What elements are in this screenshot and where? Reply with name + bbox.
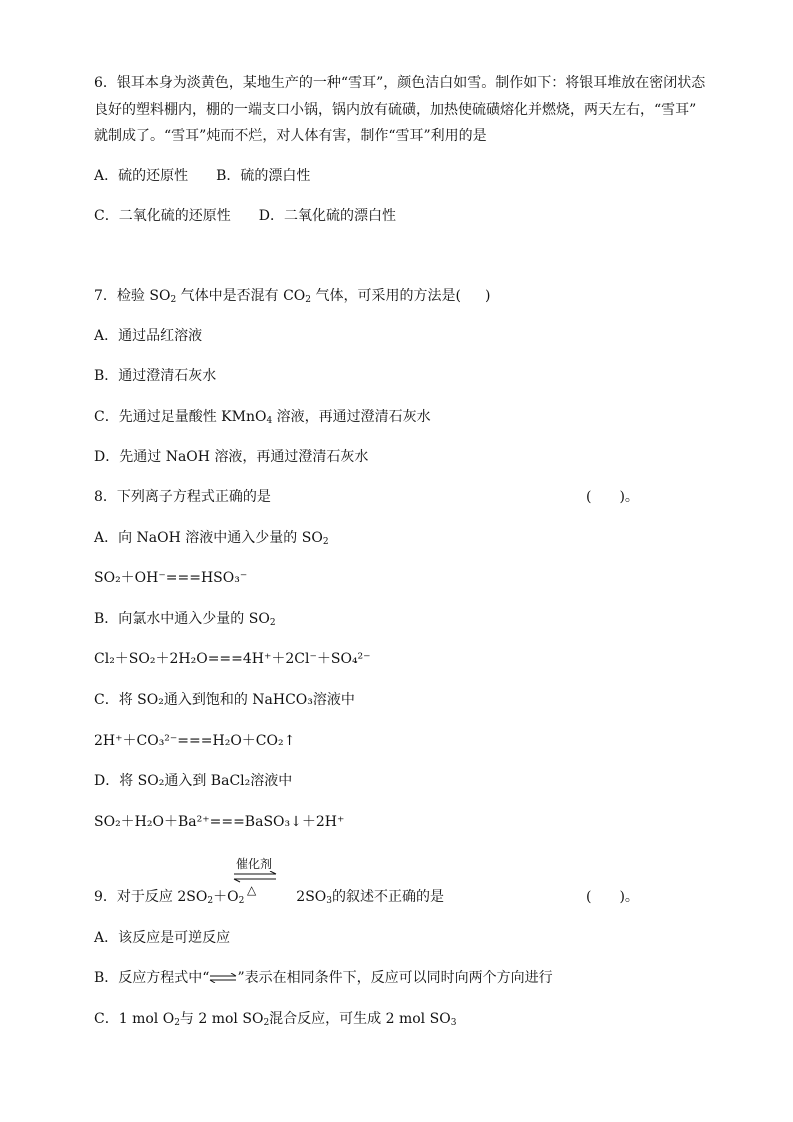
q7-option-d: D．先通过 NaOH 溶液，再通过澄清石灰水 xyxy=(94,449,369,465)
reversible-arrow-icon xyxy=(232,871,278,883)
q6-option-a: A．硫的还原性 xyxy=(94,168,189,184)
q9-option-c: C．1 mol $O_2$与 2 mol $SO_2$混合反应，可生成 2 mol $SO_3$ xyxy=(94,1011,457,1028)
q8-option-b-equation: Cl₂＋SO₂＋2H₂O===4H⁺＋2Cl⁻＋SO₄²⁻ xyxy=(94,651,371,667)
q8-option-a-equation: SO₂＋OH⁻===HSO₃⁻ xyxy=(94,570,248,586)
q7-option-b: B．通过澄清石灰水 xyxy=(94,368,217,384)
q7-option-c: C．先通过足量酸性 KMnO$_4$ 溶液，再通过澄清石灰水 xyxy=(94,409,431,426)
q7-option-a: A．通过品红溶液 xyxy=(94,328,203,344)
q8-option-b: B．向氯水中通入少量的 $SO_2$ xyxy=(94,611,276,628)
q6-options-cd xyxy=(94,206,396,226)
q6-stem-line-3: 就制成了。“雪耳”炖而不烂，对人体有害，制作“雪耳”利用的是 xyxy=(94,128,487,144)
q6-stem-line-2: 良好的塑料棚内，棚的一端支口小锅，锅内放有硫磺，加热使硫磺熔化并燃烧，两天左右，“雪耳” xyxy=(94,102,697,118)
q9-option-b: B．反应方程式中“ ”表示在相同条件下，反应可以同时向两个方向进行 xyxy=(94,970,553,986)
q8-stem: 8．下列离子方程式正确的是 xyxy=(94,489,271,505)
q9-answer-paren: ( )。 xyxy=(586,889,639,905)
q9-heat-label: △ xyxy=(247,883,257,897)
q7-stem: 7．检验 $SO_2$ 气体中是否混有 $CO_2$ 气体，可采用的方法是( ) xyxy=(94,288,491,305)
q6-options-ab xyxy=(94,166,310,186)
q6-stem-line-1: 6．银耳本身为淡黄色，某地生产的一种“雪耳”，颜色洁白如雪。制作如下：将银耳堆放在密闭状态 xyxy=(94,75,706,91)
q9-catalyst-label: 催化剂 xyxy=(236,857,273,871)
reversible-arrow-inline-icon xyxy=(209,973,237,983)
q9-stem: 9．对于反应 $2SO_2+O_2$ $2SO_3$的叙述不正确的是 xyxy=(94,889,445,906)
q6-option-c: C．二氧化硫的还原性 xyxy=(94,208,231,224)
q6-option-b: B．硫的漂白性 xyxy=(216,168,311,184)
q8-option-a: A．向 NaOH 溶液中通入少量的 $SO_2$ xyxy=(94,530,329,547)
q8-answer-paren: ( )。 xyxy=(586,489,639,505)
q8-option-d-equation: SO₂＋H₂O＋Ba²⁺===BaSO₃↓＋2H⁺ xyxy=(94,814,345,830)
q6-option-d: D．二氧化硫的漂白性 xyxy=(258,208,396,224)
q8-option-d: D．将 SO₂通入到 BaCl₂溶液中 xyxy=(94,773,293,789)
q8-option-c: C．将 SO₂通入到饱和的 NaHCO₃溶液中 xyxy=(94,692,355,708)
q9-option-a: A．该反应是可逆反应 xyxy=(94,930,231,946)
q8-option-c-equation: 2H⁺＋CO₃²⁻===H₂O＋CO₂↑ xyxy=(94,733,296,749)
